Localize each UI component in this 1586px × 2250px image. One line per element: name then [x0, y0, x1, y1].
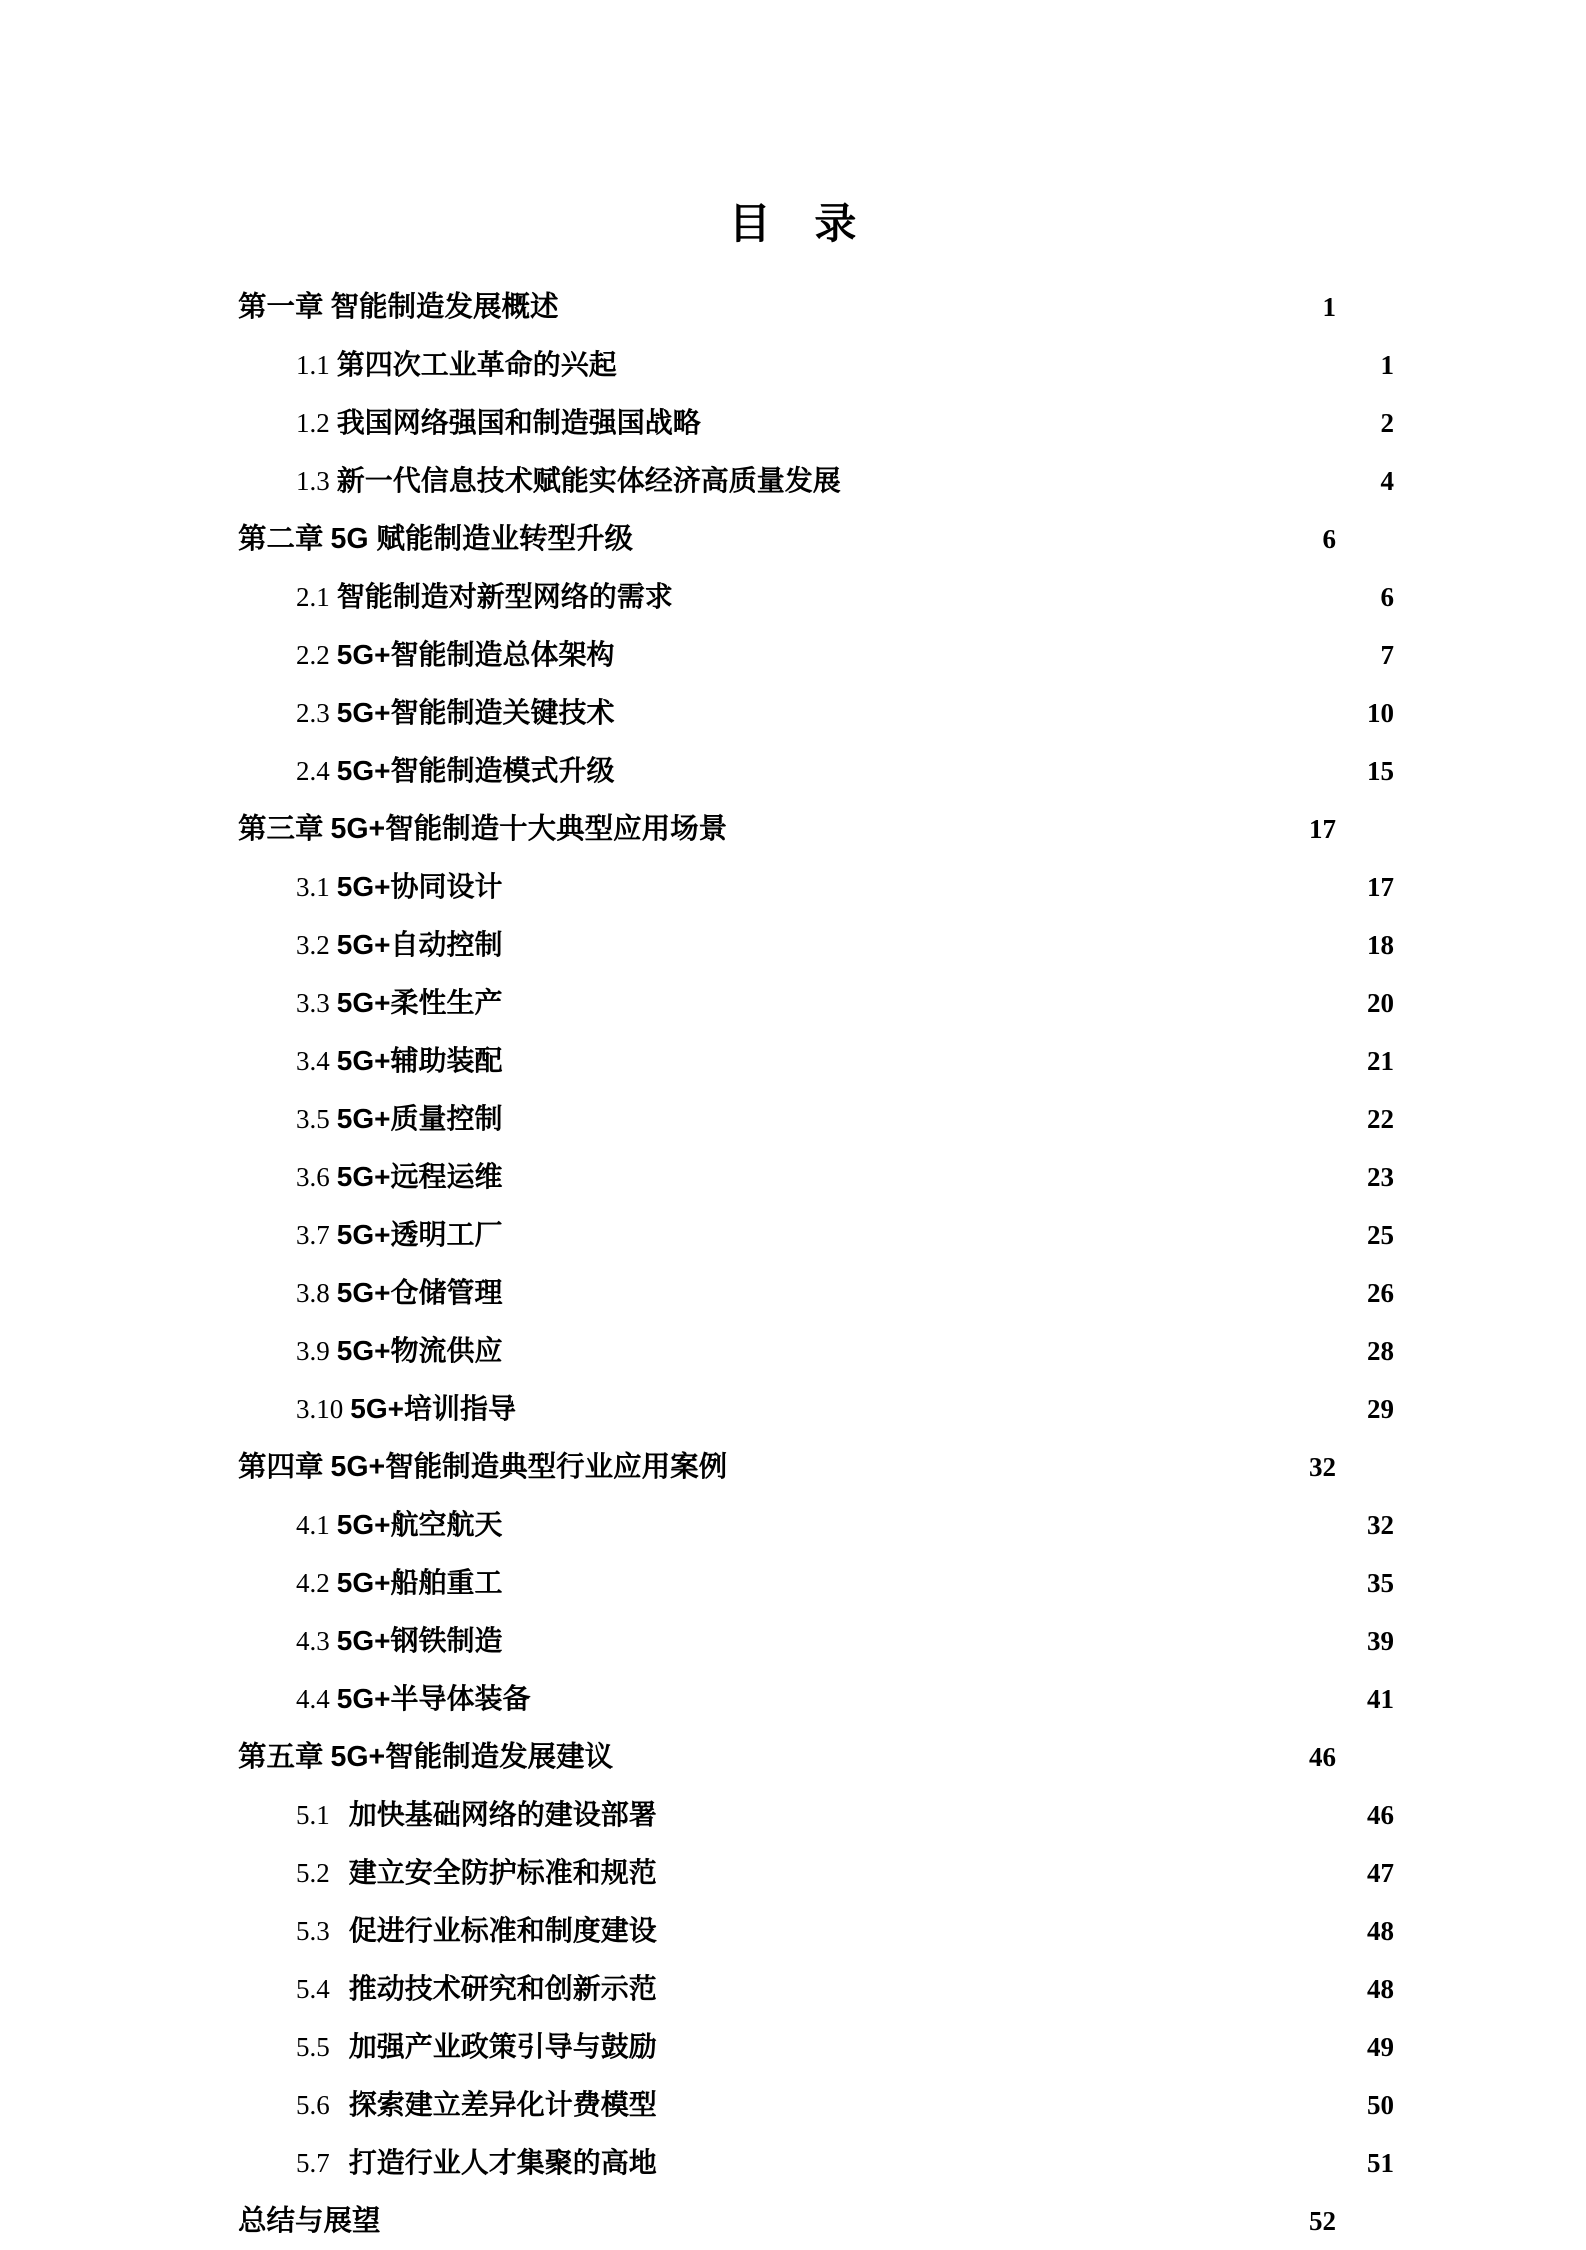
toc-entry[interactable]	[238, 1090, 1394, 1148]
toc-leader-dots	[657, 2144, 1344, 2172]
toc-entry[interactable]	[238, 2134, 1394, 2192]
toc-entry-label: 推动技术研究和创新示范	[348, 1973, 657, 2004]
toc-entry-number: 1.1	[296, 350, 330, 380]
toc-leader-dots	[614, 694, 1344, 722]
toc-entry[interactable]	[238, 1612, 1394, 1670]
toc-leader-dots	[701, 404, 1344, 432]
toc-entry-page-number: 28	[1367, 1336, 1394, 1366]
toc-entry-page-number: 48	[1367, 1974, 1394, 2004]
toc-entry-label: 5G+半导体装备	[336, 1683, 531, 1714]
toc-entry-label: 5G+智能制造关键技术	[336, 697, 615, 728]
toc-entry-label: 5G+远程运维	[336, 1161, 503, 1192]
toc-entry-label: 加强产业政策引导与鼓励	[348, 2031, 657, 2062]
toc-entry-number: 第一章	[238, 291, 324, 323]
toc-entry-page-number: 10	[1367, 698, 1394, 728]
toc-entry-label: 第四次工业革命的兴起	[336, 349, 617, 380]
toc-entry-page-number: 6	[1322, 524, 1336, 554]
toc-leader-dots	[530, 1680, 1344, 1708]
toc-leader-dots	[657, 2086, 1344, 2114]
toc-entry-label: 促进行业标准和制度建设	[348, 1915, 657, 1946]
toc-entry[interactable]	[238, 1148, 1394, 1206]
toc-entry[interactable]	[238, 2076, 1394, 2134]
toc-entry-page-number: 18	[1367, 930, 1394, 960]
toc-entry[interactable]	[238, 1902, 1394, 1960]
toc-entry-number: 3.1	[296, 872, 330, 902]
toc-entry-number: 3.9	[296, 1336, 330, 1366]
toc-leader-dots	[633, 520, 1286, 549]
toc-entry-number: 1.3	[296, 466, 330, 496]
toc-entry-number: 3.2	[296, 930, 330, 960]
toc-leader-dots	[502, 1274, 1344, 1302]
toc-leader-dots	[502, 1042, 1344, 1070]
toc-leader-dots	[657, 1970, 1344, 1998]
toc-entry-page-number: 1	[1322, 292, 1336, 322]
toc-entry[interactable]	[238, 278, 1336, 336]
toc-leader-dots	[502, 1100, 1344, 1128]
toc-leader-dots	[502, 1506, 1344, 1534]
toc-entry-label: 5G+辅助装配	[336, 1045, 503, 1076]
toc-entry[interactable]	[238, 742, 1394, 800]
toc-entry-page-number: 48	[1367, 1916, 1394, 1946]
toc-entry-page-number: 4	[1380, 466, 1394, 496]
toc-entry-number: 4.3	[296, 1626, 330, 1656]
toc-entry-page-number: 46	[1309, 1742, 1336, 1772]
toc-entry[interactable]	[238, 336, 1394, 394]
toc-leader-dots	[614, 752, 1344, 780]
toc-entry-page-number: 46	[1367, 1800, 1394, 1830]
toc-entry[interactable]	[238, 1960, 1394, 2018]
toc-entry-number: 2.3	[296, 698, 330, 728]
toc-entry-number: 5.5	[296, 2032, 330, 2062]
toc-entry-page-number: 15	[1367, 756, 1394, 786]
toc-entry-page-number: 32	[1309, 1452, 1336, 1482]
toc-leader-dots	[657, 1854, 1344, 1882]
toc-entry-label: 5G+质量控制	[336, 1103, 503, 1134]
toc-entry-number: 3.6	[296, 1162, 330, 1192]
toc-entry[interactable]	[238, 858, 1394, 916]
toc-entry-number: 5.1	[296, 1800, 330, 1830]
toc-entry-label: 5G+智能制造总体架构	[336, 639, 615, 670]
toc-entry-page-number: 7	[1380, 640, 1394, 670]
toc-entry-label: 5G+船舶重工	[336, 1567, 503, 1598]
toc-entry-page-number: 39	[1367, 1626, 1394, 1656]
toc-entry-number: 4.2	[296, 1568, 330, 1598]
toc-entry-number: 5.6	[296, 2090, 330, 2120]
toc-entry-number: 3.8	[296, 1278, 330, 1308]
toc-entry-number: 第五章	[238, 1741, 324, 1773]
toc-entry-number: 3.7	[296, 1220, 330, 1250]
toc-entry-page-number: 47	[1367, 1858, 1394, 1888]
toc-entry[interactable]	[238, 626, 1394, 684]
toc-entry-page-number: 6	[1380, 582, 1394, 612]
toc-entry-page-number: 50	[1367, 2090, 1394, 2120]
toc-leader-dots	[502, 984, 1344, 1012]
toc-entry-label: 5G+仓储管理	[336, 1277, 503, 1308]
toc-entry-number: 2.2	[296, 640, 330, 670]
toc-entry-label: 5G 赋能制造业转型升级	[330, 523, 633, 555]
toc-entry-label: 新一代信息技术赋能实体经济高质量发展	[336, 465, 841, 496]
toc-leader-dots	[727, 810, 1286, 839]
toc-entry[interactable]	[238, 2018, 1394, 2076]
toc-entry-number: 4.4	[296, 1684, 330, 1714]
toc-entry-number: 第二章	[238, 523, 324, 555]
toc-entry-label: 5G+智能制造发展建议	[330, 1741, 614, 1773]
toc-entry[interactable]	[238, 2192, 1336, 2250]
toc-entry[interactable]	[238, 1670, 1394, 1728]
table-of-contents	[238, 278, 1394, 2250]
toc-entry-label: 5G+智能制造十大典型应用场景	[330, 813, 728, 845]
toc-leader-dots	[502, 1158, 1344, 1186]
toc-entry-number: 2.1	[296, 582, 330, 612]
toc-entry-label: 我国网络强国和制造强国战略	[336, 407, 701, 438]
toc-leader-dots	[502, 1564, 1344, 1592]
page-title: 目 录	[728, 200, 858, 247]
toc-entry-label: 加快基础网络的建设部署	[348, 1799, 657, 1830]
toc-entry-label: 建立安全防护标准和规范	[348, 1857, 657, 1888]
toc-entry[interactable]	[238, 1032, 1394, 1090]
toc-entry-page-number: 20	[1367, 988, 1394, 1018]
toc-entry[interactable]	[238, 684, 1394, 742]
toc-entry[interactable]	[238, 568, 1394, 626]
toc-entry[interactable]	[238, 1438, 1336, 1496]
toc-entry[interactable]	[238, 1496, 1394, 1554]
toc-entry[interactable]	[238, 1322, 1394, 1380]
toc-entry-page-number: 21	[1367, 1046, 1394, 1076]
toc-entry-label: 5G+自动控制	[336, 929, 503, 960]
toc-entry-page-number: 17	[1367, 872, 1394, 902]
toc-entry[interactable]	[238, 974, 1394, 1032]
toc-entry[interactable]	[238, 1786, 1394, 1844]
toc-leader-dots	[502, 926, 1344, 954]
toc-entry-page-number: 51	[1367, 2148, 1394, 2178]
toc-entry-label: 打造行业人才集聚的高地	[348, 2147, 657, 2178]
toc-entry-page-number: 25	[1367, 1220, 1394, 1250]
toc-entry-page-number: 29	[1367, 1394, 1394, 1424]
toc-entry-label: 5G+柔性生产	[336, 987, 503, 1018]
toc-entry-page-number: 52	[1309, 2206, 1336, 2236]
toc-entry-label: 5G+航空航天	[336, 1509, 503, 1540]
toc-entry[interactable]	[238, 800, 1336, 858]
toc-entry-page-number: 1	[1380, 350, 1394, 380]
toc-leader-dots	[614, 636, 1344, 664]
toc-leader-dots	[657, 2028, 1344, 2056]
toc-entry-number: 1.2	[296, 408, 330, 438]
toc-entry-number: 3.4	[296, 1046, 330, 1076]
toc-entry-page-number: 41	[1367, 1684, 1394, 1714]
toc-entry-number: 5.2	[296, 1858, 330, 1888]
toc-leader-dots	[559, 288, 1286, 317]
toc-entry[interactable]	[238, 1206, 1394, 1264]
toc-leader-dots	[673, 578, 1344, 606]
toc-entry-page-number: 2	[1380, 408, 1394, 438]
toc-leader-dots	[502, 1216, 1344, 1244]
toc-entry-number: 第四章	[238, 1451, 324, 1483]
toc-leader-dots	[617, 346, 1344, 374]
toc-entry-label: 5G+智能制造模式升级	[336, 755, 615, 786]
toc-leader-dots	[657, 1796, 1344, 1824]
toc-entry[interactable]	[238, 1554, 1394, 1612]
toc-entry-number: 3.3	[296, 988, 330, 1018]
toc-entry-number: 3.5	[296, 1104, 330, 1134]
toc-leader-dots	[502, 1622, 1344, 1650]
toc-entry-page-number: 35	[1367, 1568, 1394, 1598]
toc-entry-label: 5G+透明工厂	[336, 1219, 503, 1250]
toc-entry[interactable]	[238, 1728, 1336, 1786]
toc-entry-label: 智能制造发展概述	[330, 291, 559, 323]
toc-entry-number: 5.4	[296, 1974, 330, 2004]
toc-leader-dots	[502, 868, 1344, 896]
toc-entry-label: 5G+钢铁制造	[336, 1625, 503, 1656]
toc-leader-dots	[841, 462, 1344, 490]
toc-leader-dots	[381, 2202, 1286, 2231]
toc-entry-label: 智能制造对新型网络的需求	[336, 581, 673, 612]
toc-entry-label: 总结与展望	[238, 2205, 381, 2237]
toc-entry-label: 5G+培训指导	[350, 1393, 516, 1424]
toc-entry-label: 5G+智能制造典型行业应用案例	[330, 1451, 728, 1483]
toc-entry-page-number: 23	[1367, 1162, 1394, 1192]
toc-entry[interactable]	[238, 1380, 1394, 1438]
toc-leader-dots	[657, 1912, 1344, 1940]
toc-entry-label: 5G+协同设计	[336, 871, 503, 902]
toc-entry[interactable]	[238, 916, 1394, 974]
toc-entry-number: 2.4	[296, 756, 330, 786]
toc-entry[interactable]	[238, 452, 1394, 510]
toc-leader-dots	[613, 1738, 1286, 1767]
toc-entry[interactable]	[238, 394, 1394, 452]
toc-entry-page-number: 49	[1367, 2032, 1394, 2062]
toc-entry-page-number: 22	[1367, 1104, 1394, 1134]
toc-leader-dots	[502, 1332, 1344, 1360]
toc-entry-page-number: 17	[1309, 814, 1336, 844]
toc-entry-number: 5.7	[296, 2148, 330, 2178]
toc-entry-page-number: 32	[1367, 1510, 1394, 1540]
toc-entry-label: 探索建立差异化计费模型	[348, 2089, 657, 2120]
toc-leader-dots	[727, 1448, 1286, 1477]
toc-entry-number: 3.10	[296, 1394, 344, 1424]
toc-entry-label: 5G+物流供应	[336, 1335, 503, 1366]
toc-entry-number: 4.1	[296, 1510, 330, 1540]
toc-entry[interactable]	[238, 510, 1336, 568]
toc-entry[interactable]	[238, 1844, 1394, 1902]
toc-entry-number: 5.3	[296, 1916, 330, 1946]
toc-entry-number: 第三章	[238, 813, 324, 845]
toc-entry-page-number: 26	[1367, 1278, 1394, 1308]
toc-leader-dots	[516, 1390, 1344, 1418]
toc-entry[interactable]	[238, 1264, 1394, 1322]
